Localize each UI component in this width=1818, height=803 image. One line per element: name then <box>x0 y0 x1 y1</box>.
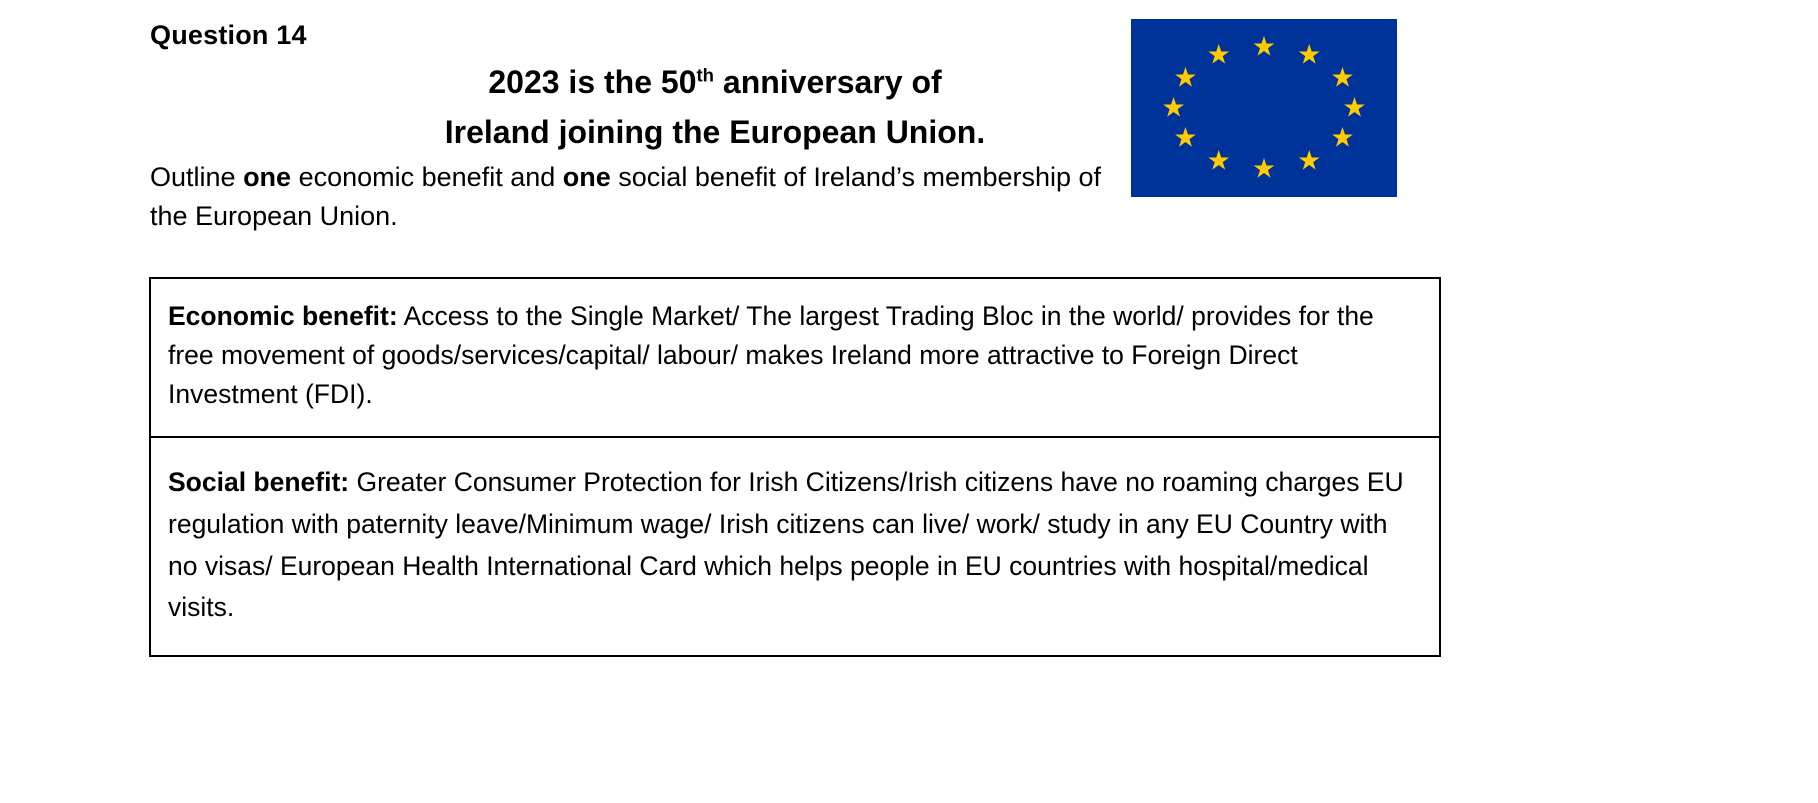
heading-line-1-pre: 2023 is the 50 <box>488 64 697 100</box>
european-union-flag-icon <box>1131 19 1397 197</box>
answer-row-economic-benefit[interactable] <box>151 279 1439 438</box>
eu-star-icon: ★ <box>1330 62 1355 94</box>
instruction-mid: economic benefit and <box>291 162 563 192</box>
heading-line-1-post: anniversary of <box>714 64 942 100</box>
eu-star-icon: ★ <box>1206 145 1231 176</box>
answer-table <box>149 277 1441 657</box>
heading-line-2: Ireland joining the European Union. <box>444 113 986 150</box>
economic-benefit-label: Economic benefit: <box>168 301 398 331</box>
eu-star-icon: ★ <box>1173 122 1198 154</box>
instruction-pre: Outline <box>150 162 244 192</box>
question-instruction <box>150 158 1110 236</box>
question-heading <box>150 58 1280 158</box>
eu-star-icon: ★ <box>1330 122 1355 154</box>
eu-star-icon: ★ <box>1251 31 1277 63</box>
instruction-emphasis-one-b: one <box>562 162 611 192</box>
instruction-post: social benefit of Ireland’s membership of the European Union. <box>150 162 1102 232</box>
social-benefit-text: Greater Consumer Protection for Irish Citizens/Irish citizens have no roaming charges EU regulation with paternity leave/Minimum wage/ Irish citizens can live/ work/ study in any EU Country with no visas/ European Health International Card which helps people in EU countries with hospital/medical visits. <box>168 466 1404 623</box>
question-number: Question 14 <box>150 20 307 50</box>
instruction-emphasis-one-a: one <box>243 162 292 192</box>
eu-star-icon: ★ <box>1251 153 1277 185</box>
eu-star-icon: ★ <box>1206 39 1231 71</box>
eu-star-icon: ★ <box>1173 62 1198 94</box>
answer-row-social-benefit[interactable] <box>151 438 1439 655</box>
heading-ordinal-suffix: th <box>696 64 714 86</box>
economic-benefit-text: Access to the Single Market/ The largest Trading Bloc in the world/ provides for the free movement of goods/services/capital/ labour/ makes Ireland more attractive to Foreign Direct Investment (FDI). <box>168 301 1374 409</box>
eu-star-icon: ★ <box>1297 39 1322 71</box>
eu-star-icon: ★ <box>1342 92 1367 124</box>
heading-line-1 <box>150 58 1280 108</box>
eu-star-icon: ★ <box>1161 92 1186 124</box>
eu-star-icon: ★ <box>1297 145 1322 176</box>
social-benefit-label: Social benefit: <box>168 466 350 497</box>
